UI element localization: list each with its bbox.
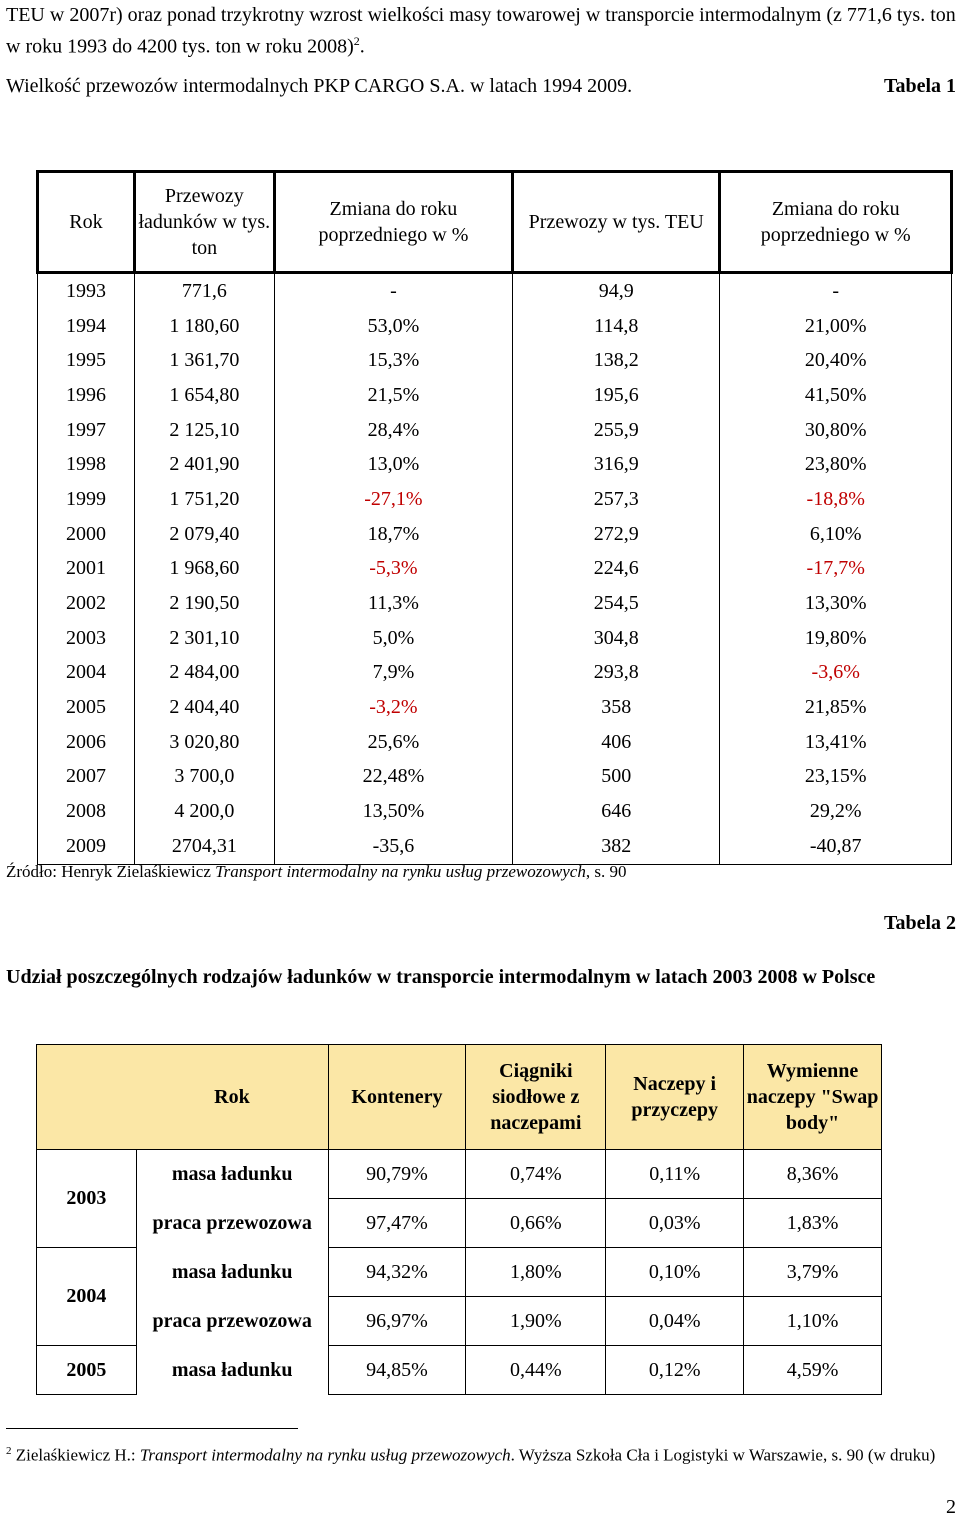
cell-teu: 406 (513, 725, 720, 760)
cell-teu: 138,2 (513, 343, 720, 378)
cell-cargo: 1 654,80 (134, 378, 274, 413)
value-cell: 1,83% (744, 1199, 882, 1248)
cell-teu: 382 (513, 829, 720, 864)
page-number: 2 (946, 1496, 956, 1518)
table-row (38, 725, 952, 760)
value-cell: 8,36% (744, 1150, 882, 1199)
table-row (38, 552, 952, 587)
table1 (36, 170, 953, 865)
value-cell: 0,74% (466, 1150, 606, 1199)
value-cell: 3,79% (744, 1248, 882, 1297)
table-row (38, 690, 952, 725)
table2-title: Udział poszczególnych rodzajów ładunków w transporcie intermodalnym w latach 2003 2008 w Polsce (6, 966, 876, 988)
cell-year: 2007 (38, 760, 135, 795)
table-row (37, 1248, 882, 1297)
table-row (38, 656, 952, 691)
table-row (38, 621, 952, 656)
table-row (38, 343, 952, 378)
cell-teu-change: 23,15% (720, 760, 952, 795)
table-row (38, 794, 952, 829)
value-cell: 0,04% (606, 1297, 744, 1346)
cell-teu-change: 6,10% (720, 517, 952, 552)
cell-cargo-change: 7,9% (274, 656, 512, 691)
value-cell: 4,59% (744, 1346, 882, 1395)
year-cell: 2004 (37, 1248, 137, 1346)
cell-year: 2008 (38, 794, 135, 829)
col-header-kontenery: Kontenery (328, 1045, 466, 1150)
col-header-teu-change: Zmiana do roku poprzedniego w % (720, 172, 952, 273)
footnote-suffix: . Wyższa Szkoła Cła i Logistyki w Warszawie, s. 90 (w druku) (510, 1445, 936, 1465)
cell-year: 1999 (38, 482, 135, 517)
cell-cargo: 2 190,50 (134, 586, 274, 621)
cell-cargo-change: 22,48% (274, 760, 512, 795)
row-label: praca przewozowa (152, 1212, 312, 1234)
cell-cargo-change: 11,3% (274, 586, 512, 621)
table-row (38, 482, 952, 517)
cell-teu: 254,5 (513, 586, 720, 621)
cell-year: 1994 (38, 309, 135, 344)
value-cell: 0,44% (466, 1346, 606, 1395)
table2 (36, 1044, 882, 1395)
cell-teu-change: 13,30% (720, 586, 952, 621)
source-suffix: , s. 90 (585, 862, 627, 881)
cell-teu: 304,8 (513, 621, 720, 656)
intro-text: TEU w 2007r) oraz ponad trzykrotny wzrost wielkości masy towarowej w transporcie intermodalnym (z 771,6 tys. ton w roku 1993 do 4200 tys. ton w roku 2008) (6, 4, 956, 58)
footnote (6, 1440, 954, 1467)
cell-cargo: 2 079,40 (134, 517, 274, 552)
table1-label: Tabela 1 (883, 75, 956, 97)
cell-year: 1997 (38, 413, 135, 448)
cell-year: 2004 (38, 656, 135, 691)
row-label: praca przewozowa (152, 1310, 312, 1332)
cell-year: 1993 (38, 273, 135, 309)
cell-year: 1995 (38, 343, 135, 378)
cell-cargo-change: 13,0% (274, 447, 512, 482)
value-cell: 1,80% (466, 1248, 606, 1297)
cell-year: 1998 (38, 447, 135, 482)
cell-teu: 646 (513, 794, 720, 829)
cell-cargo-change: -35,6 (274, 829, 512, 864)
col-header-year: Rok (38, 172, 135, 273)
cell-cargo-change: 18,7% (274, 517, 512, 552)
cell-teu: 195,6 (513, 378, 720, 413)
row-label: masa ładunku (171, 1261, 293, 1283)
intro-paragraph (6, 2, 956, 60)
value-cell: 1,10% (744, 1297, 882, 1346)
cell-teu: 255,9 (513, 413, 720, 448)
cell-teu-change: 23,80% (720, 447, 952, 482)
table-row (37, 1297, 882, 1346)
value-cell: 94,32% (328, 1248, 466, 1297)
table-row (37, 1199, 882, 1248)
cell-cargo: 4 200,0 (134, 794, 274, 829)
cell-cargo: 1 968,60 (134, 552, 274, 587)
table-row (38, 829, 952, 864)
table-row (38, 378, 952, 413)
cell-year: 2006 (38, 725, 135, 760)
col-header-swap-body: Wymienne naczepy "Swap body" (744, 1045, 882, 1150)
cell-cargo: 771,6 (134, 273, 274, 309)
cell-teu-change: 20,40% (720, 343, 952, 378)
table1-source (6, 862, 626, 882)
value-cell: 94,85% (328, 1346, 466, 1395)
footnote-ref: 2 (353, 34, 360, 48)
cell-cargo-change: 15,3% (274, 343, 512, 378)
table-row (38, 309, 952, 344)
value-cell: 0,03% (606, 1199, 744, 1248)
cell-teu-change: -18,8% (720, 482, 952, 517)
cell-teu: 224,6 (513, 552, 720, 587)
source-title: Transport intermodalny na rynku usług przewozowych (215, 862, 586, 881)
table-row (37, 1150, 882, 1199)
cell-teu-change: 30,80% (720, 413, 952, 448)
cell-teu: 316,9 (513, 447, 720, 482)
cell-cargo: 3 020,80 (134, 725, 274, 760)
cell-teu-change: 21,00% (720, 309, 952, 344)
cell-cargo: 2 401,90 (134, 447, 274, 482)
cell-teu: 293,8 (513, 656, 720, 691)
cell-cargo-change: 21,5% (274, 378, 512, 413)
cell-cargo-change: -5,3% (274, 552, 512, 587)
col-header-naczepy: Naczepy i przyczepy (606, 1045, 744, 1150)
row-label: masa ładunku (171, 1359, 293, 1381)
footnote-prefix: Zielaśkiewicz H.: (11, 1445, 140, 1465)
table-row (38, 586, 952, 621)
value-cell: 97,47% (328, 1199, 466, 1248)
cell-cargo-change: 13,50% (274, 794, 512, 829)
cell-cargo: 1 361,70 (134, 343, 274, 378)
cell-cargo-change: 25,6% (274, 725, 512, 760)
value-cell: 1,90% (466, 1297, 606, 1346)
intro-tail: . (359, 35, 365, 58)
cell-teu: 272,9 (513, 517, 720, 552)
cell-teu: 257,3 (513, 482, 720, 517)
col-header-ciagniki: Ciągniki siodłowe z naczepami (466, 1045, 606, 1150)
row-label: masa ładunku (171, 1163, 293, 1186)
cell-cargo: 1 180,60 (134, 309, 274, 344)
cell-year: 1996 (38, 378, 135, 413)
table-row (37, 1346, 882, 1395)
cell-teu-change: -17,7% (720, 552, 952, 587)
value-cell: 0,10% (606, 1248, 744, 1297)
cell-cargo: 2 125,10 (134, 413, 274, 448)
value-cell: 0,11% (606, 1150, 744, 1199)
footnote-title: Transport intermodalny na rynku usług przewozowych (139, 1445, 511, 1465)
cell-teu-change: 13,41% (720, 725, 952, 760)
cell-year: 2003 (38, 621, 135, 656)
cell-cargo: 2 484,00 (134, 656, 274, 691)
table2-label: Tabela 2 (883, 912, 956, 934)
cell-teu: 500 (513, 760, 720, 795)
cell-teu-change: 21,85% (720, 690, 952, 725)
year-cell: 2005 (37, 1346, 137, 1395)
cell-year: 2005 (38, 690, 135, 725)
cell-teu-change: -3,6% (720, 656, 952, 691)
value-cell: 0,66% (466, 1199, 606, 1248)
header-blank (37, 1045, 137, 1150)
table-row (38, 413, 952, 448)
cell-teu-change: 29,2% (720, 794, 952, 829)
cell-teu-change: -40,87 (720, 829, 952, 864)
table1-title: Wielkość przewozów intermodalnych PKP CARGO S.A. w latach 1994 2009. (6, 75, 633, 97)
cell-cargo-change: -27,1% (274, 482, 512, 517)
cell-cargo-change: 5,0% (274, 621, 512, 656)
cell-cargo: 2 404,40 (134, 690, 274, 725)
source-prefix: Źródło: Henryk Zielaśkiewicz (6, 862, 216, 881)
table-row (38, 760, 952, 795)
cell-teu-change: 41,50% (720, 378, 952, 413)
table-row (38, 273, 952, 309)
footnote-divider (6, 1428, 298, 1429)
cell-year: 2002 (38, 586, 135, 621)
cell-year: 2009 (38, 829, 135, 864)
cell-teu-change: - (720, 273, 952, 309)
col-header-teu: Przewozy w tys. TEU (513, 172, 720, 273)
footnote-number: 2 (6, 1445, 12, 1457)
cell-cargo-change: - (274, 273, 512, 309)
cell-cargo: 3 700,0 (134, 760, 274, 795)
cell-cargo-change: 53,0% (274, 309, 512, 344)
table-row (38, 517, 952, 552)
cell-year: 2001 (38, 552, 135, 587)
col-header-cargo-change: Zmiana do roku poprzedniego w % (274, 172, 512, 273)
cell-cargo: 2 301,10 (134, 621, 274, 656)
value-cell: 96,97% (328, 1297, 466, 1346)
cell-teu-change: 19,80% (720, 621, 952, 656)
cell-cargo: 1 751,20 (134, 482, 274, 517)
cell-year: 2000 (38, 517, 135, 552)
value-cell: 0,12% (606, 1346, 744, 1395)
cell-teu: 358 (513, 690, 720, 725)
year-cell: 2003 (37, 1150, 137, 1248)
table-row (38, 447, 952, 482)
col-header-cargo: Przewozy ładunków w tys. ton (134, 172, 274, 273)
cell-teu: 94,9 (513, 273, 720, 309)
cell-cargo-change: -3,2% (274, 690, 512, 725)
cell-cargo: 2704,31 (134, 829, 274, 864)
value-cell: 90,79% (328, 1150, 466, 1199)
cell-teu: 114,8 (513, 309, 720, 344)
col-header-rok: Rok (136, 1045, 328, 1150)
table2-header-row (37, 1045, 882, 1150)
cell-cargo-change: 28,4% (274, 413, 512, 448)
table1-header-row (38, 172, 952, 273)
